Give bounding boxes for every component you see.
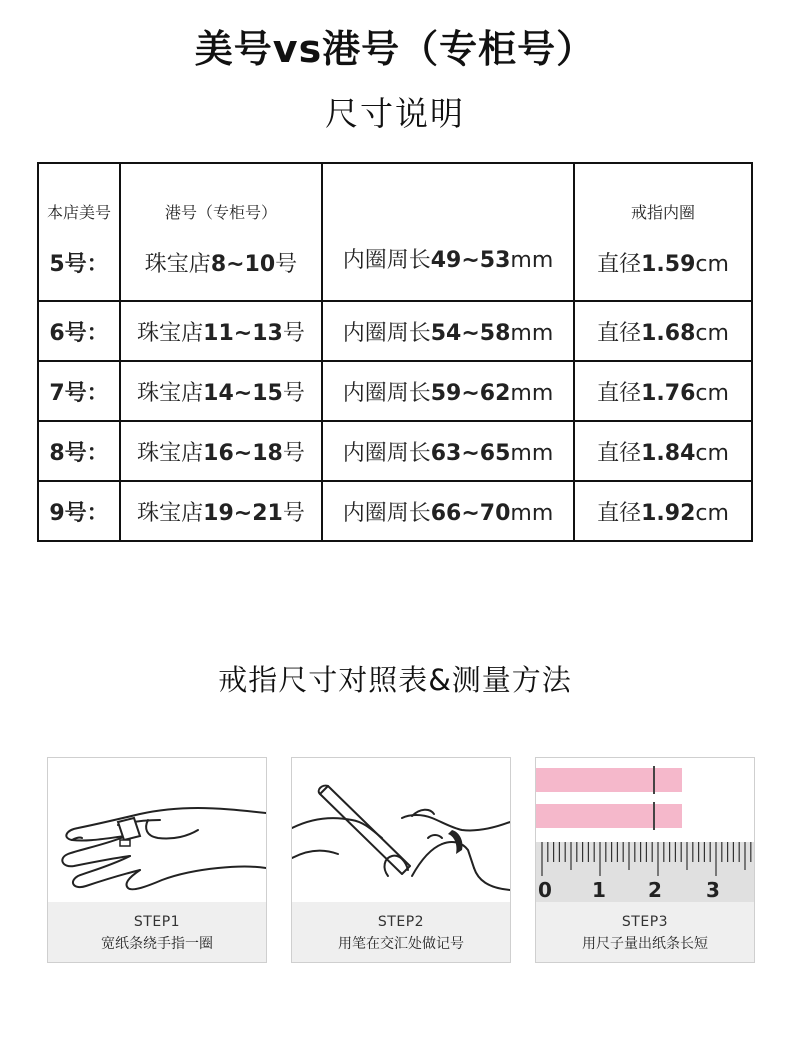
diameter: 直径1.76cm — [574, 361, 752, 421]
table-row — [38, 163, 752, 301]
ruler-label-1: 1 — [592, 878, 606, 902]
table-cell — [574, 163, 752, 301]
table-row — [38, 421, 752, 481]
section-title: 戒指尺寸对照表&测量方法 — [218, 663, 572, 697]
step-caption — [536, 902, 754, 962]
us-size: 8号： — [38, 421, 120, 481]
hk-size: 珠宝店19~21号 — [120, 481, 322, 541]
step-description: 用笔在交汇处做记号 — [338, 936, 464, 952]
us-size: 7号： — [38, 361, 120, 421]
diameter: 直径1.59cm — [597, 252, 729, 277]
hk-size: 珠宝店16~18号 — [120, 421, 322, 481]
circumference: 内圈周长66~70mm — [322, 481, 574, 541]
circumference: 内圈周长54~58mm — [322, 301, 574, 361]
diameter: 直径1.68cm — [574, 301, 752, 361]
step-caption — [48, 902, 266, 962]
table-cell — [322, 163, 574, 301]
header-circumference — [323, 200, 573, 219]
table-cell — [120, 163, 322, 301]
header-us-size: 本店美号 — [46, 203, 111, 222]
us-size: 6号： — [38, 301, 120, 361]
step-description: 宽纸条绕手指一圈 — [101, 936, 213, 952]
circumference: 内圈周长63~65mm — [322, 421, 574, 481]
circumference: 内圈周长59~62mm — [322, 361, 574, 421]
diameter: 直径1.92cm — [574, 481, 752, 541]
ruler-label-3: 3 — [706, 878, 720, 902]
us-size: 9号： — [38, 481, 120, 541]
header-inner-ring: 戒指内圈 — [630, 203, 695, 222]
step-description: 用尺子量出纸条长短 — [582, 936, 708, 952]
ruler-label-0: 0 — [538, 878, 552, 902]
ruler-measure-icon — [536, 758, 754, 902]
header-hk-size: 港号（专柜号） — [164, 203, 277, 222]
table-row — [38, 301, 752, 361]
step-card-2 — [291, 757, 511, 963]
pen-mark-icon — [292, 758, 510, 902]
step-label: STEP2 — [377, 914, 425, 930]
step-card-3 — [535, 757, 755, 963]
us-size: 5号： — [49, 252, 109, 277]
ruler-label-2: 2 — [648, 878, 662, 902]
hk-size: 珠宝店11~13号 — [120, 301, 322, 361]
main-title: 美号vs港号（专柜号） — [194, 27, 596, 71]
step-card-1 — [47, 757, 267, 963]
hand-wrap-paper-icon — [48, 758, 266, 902]
table-row — [38, 481, 752, 541]
paper-strip — [536, 804, 682, 828]
size-table — [37, 162, 753, 542]
step-label: STEP1 — [133, 914, 181, 930]
subtitle: 尺寸说明 — [325, 94, 465, 133]
paper-strip — [536, 768, 682, 792]
hk-size: 珠宝店14~15号 — [120, 361, 322, 421]
step-label: STEP3 — [621, 914, 669, 930]
circumference: 内圈周长49~53mm — [342, 248, 554, 273]
table-cell — [38, 163, 120, 301]
table-row — [38, 361, 752, 421]
diameter: 直径1.84cm — [574, 421, 752, 481]
hk-size: 珠宝店8~10号 — [144, 252, 298, 277]
step-caption — [292, 902, 510, 962]
